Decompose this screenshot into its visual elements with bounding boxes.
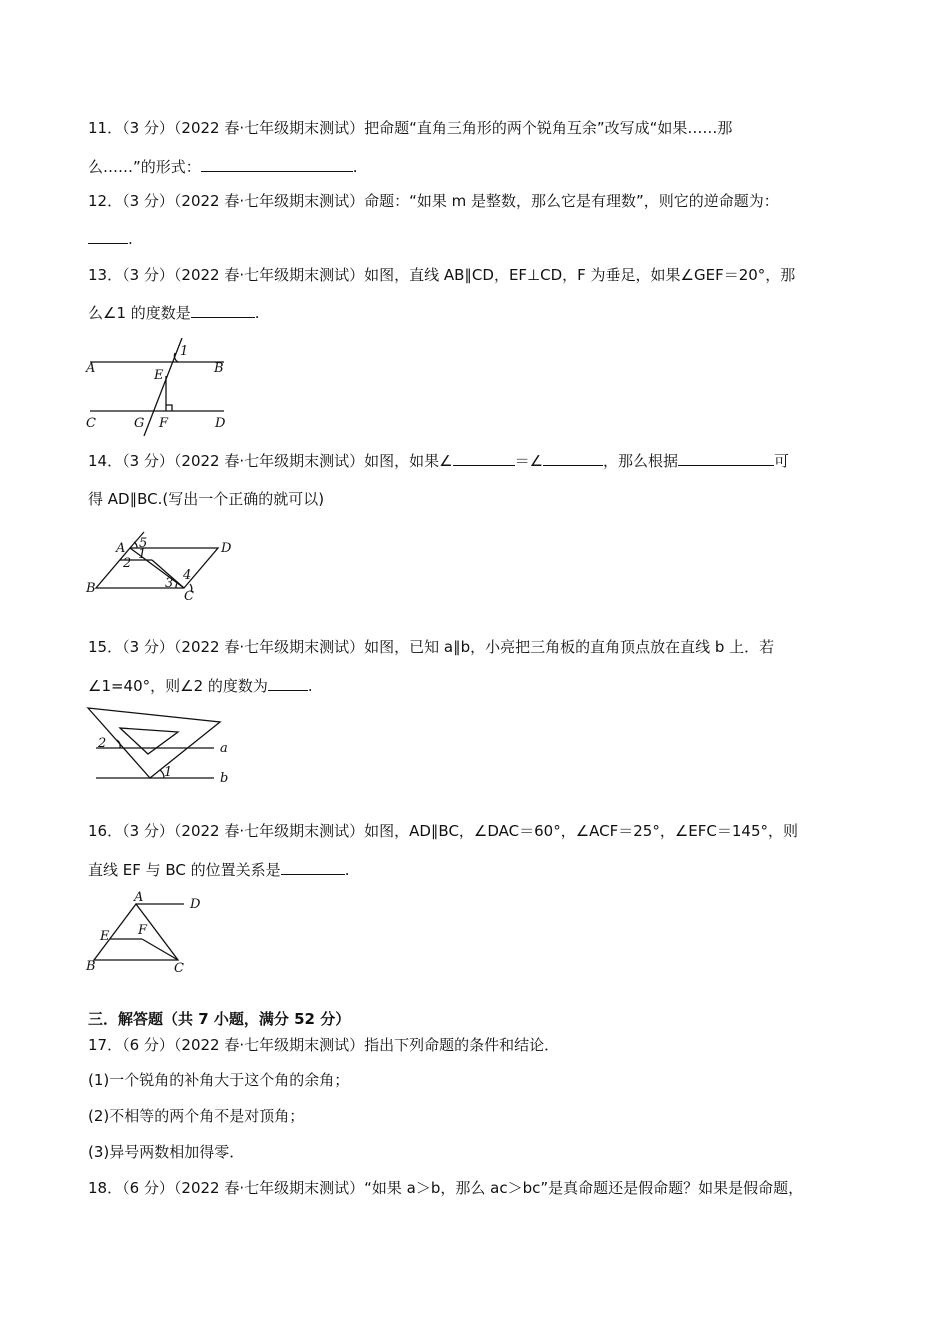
q15-figure <box>82 704 242 788</box>
q14-blank-2 <box>543 450 603 466</box>
label-4: 4 <box>183 568 192 583</box>
label-g: G <box>134 416 145 431</box>
q17-item2: (2)不相等的两个角不是对顶角； <box>88 1107 305 1125</box>
q16-figure <box>82 890 212 974</box>
q16-period: . <box>344 861 350 879</box>
label-d: D <box>215 416 226 431</box>
section-3-heading: 三．解答题（共 7 小题，满分 52 分） <box>88 1010 351 1028</box>
q11-line1: 11．（3 分）（2022 春·七年级期末测试）把命题“直角三角形的两个锐角互余”改写成“如果……那 <box>88 119 733 137</box>
q11-line2 <box>88 156 358 178</box>
q18-line1: 18．（6 分）（2022 春·七年级期末测试）“如果 a＞b，那么 ac＞bc”是真命题还是假命题？如果是假命题， <box>88 1179 804 1197</box>
label-c: C <box>184 589 194 602</box>
label-b: B <box>86 581 96 596</box>
label-b: B <box>214 361 224 376</box>
q14-line1 <box>88 450 789 472</box>
label-5: 5 <box>139 536 148 551</box>
q13-figure <box>82 338 242 436</box>
q16-text: 直线 EF 与 BC 的位置关系是 <box>88 861 281 879</box>
angle-5-arc <box>134 542 137 548</box>
q15-period: . <box>307 677 313 695</box>
q17-item1: (1)一个锐角的补角大于这个角的余角； <box>88 1071 350 1089</box>
q11-text: 么……”的形式： <box>88 158 201 176</box>
q17-line1: 17．（6 分）（2022 春·七年级期末测试）指出下列命题的条件和结论． <box>88 1036 560 1054</box>
label-a: A <box>116 541 126 556</box>
q14-text-b: ＝∠ <box>514 452 544 470</box>
label-d: D <box>190 897 201 912</box>
q14-text-a: 14．（3 分）（2022 春·七年级期末测试）如图，如果∠ <box>88 452 453 470</box>
label-f: F <box>159 416 169 431</box>
label-b: b <box>220 771 229 786</box>
label-2: 2 <box>98 736 107 751</box>
q15-line1: 15．（3 分）（2022 春·七年级期末测试）如图，已知 a∥b，小亮把三角板的直角顶点放在直线 b 上．若 <box>88 638 775 656</box>
q12-period: . <box>128 230 133 248</box>
label-1: 1 <box>138 547 147 562</box>
triangle-ruler-inner <box>120 728 178 754</box>
angle-2-arc <box>117 740 120 748</box>
q15-text: ∠1=40°，则∠2 的度数为 <box>88 677 268 695</box>
q14-figure <box>82 530 242 602</box>
q17-item3: (3)异号两数相加得零． <box>88 1143 245 1161</box>
q13-answer-blank <box>191 302 255 318</box>
label-1: 1 <box>180 344 189 359</box>
label-a: a <box>220 741 228 756</box>
q14-blank-3 <box>678 450 774 466</box>
q14-line2: 得 AD∥BC.(写出一个正确的就可以) <box>88 490 325 508</box>
q11-answer-blank <box>201 156 353 172</box>
triangle-ruler-outer <box>88 708 220 778</box>
q14-blank-1 <box>453 450 515 466</box>
q13-line1: 13．（3 分）（2022 春·七年级期末测试）如图，直线 AB∥CD，EF⊥CD，F 为垂足，如果∠GEF＝20°，那 <box>88 266 796 284</box>
label-1: 1 <box>164 765 173 780</box>
right-angle-mark <box>166 405 172 411</box>
q16-line1: 16．（3 分）（2022 春·七年级期末测试）如图，AD∥BC，∠DAC＝60°，∠ACF＝25°，∠EFC＝145°，则 <box>88 822 799 840</box>
q16-line2 <box>88 859 349 881</box>
q15-line2 <box>88 675 313 697</box>
q11-period: . <box>352 158 358 176</box>
label-2: 2 <box>123 556 132 571</box>
q14-text-c: ，那么根据 <box>603 452 679 470</box>
q12-line2 <box>88 228 133 250</box>
label-c: C <box>86 416 96 431</box>
label-e: E <box>154 368 164 383</box>
q12-line1: 12．（3 分）（2022 春·七年级期末测试）命题：“如果 m 是整数，那么它是有理数”，则它的逆命题为： <box>88 192 779 210</box>
q13-text: 么∠1 的度数是 <box>88 304 191 322</box>
label-f: F <box>138 923 148 938</box>
label-a: A <box>86 361 96 376</box>
label-3: 3 <box>165 576 174 591</box>
q13-period: . <box>254 304 260 322</box>
q13-line2 <box>88 302 260 324</box>
label-a: A <box>134 890 144 905</box>
label-c: C <box>174 961 184 974</box>
label-b: B <box>86 959 96 974</box>
q15-answer-blank <box>268 675 308 691</box>
label-d: D <box>221 541 232 556</box>
q14-text-d: 可 <box>774 452 790 470</box>
q12-answer-blank <box>88 228 128 244</box>
label-e: E <box>100 929 110 944</box>
segment-fc <box>142 939 178 960</box>
q16-answer-blank <box>281 859 345 875</box>
